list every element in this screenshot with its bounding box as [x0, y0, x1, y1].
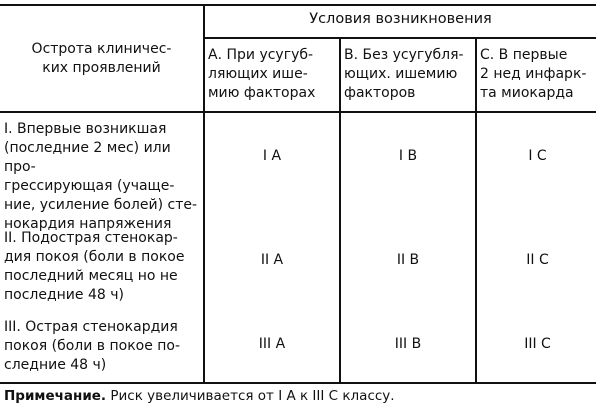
- class-cell-iia: II A: [260, 252, 284, 268]
- column-header-line: факторов: [344, 85, 416, 101]
- column-header-line: С. В первые: [480, 47, 568, 63]
- column-header-line: В. Без усугубля-: [344, 47, 464, 63]
- class-cell-iiia: III A: [258, 336, 286, 352]
- column-header-line: та миокарда: [480, 85, 574, 101]
- column-divider-3: [475, 37, 477, 384]
- group-header: Условия возникновения: [309, 11, 492, 27]
- note-text: Риск увеличивается от I A к III C классу.: [106, 388, 395, 404]
- row-label-line: следние 48 ч): [4, 357, 107, 373]
- row-label-line: III. Острая стенокардия: [4, 319, 178, 335]
- row-label-iii: [4, 318, 200, 375]
- row-label-line: (последние 2 мес) или про-: [4, 140, 171, 175]
- column-header-a: [208, 46, 336, 103]
- table-bottom-border: [0, 382, 596, 384]
- row-label-line: последний месяц но не: [4, 268, 178, 284]
- class-cell-ia: I A: [262, 148, 282, 164]
- row-label-line: покоя (боли в покое по-: [4, 338, 181, 354]
- group-header-divider: [204, 37, 596, 39]
- row-label-line: дия покоя (боли в покое: [4, 249, 185, 265]
- column-divider-2: [339, 37, 341, 384]
- class-cell-iic: II C: [526, 252, 549, 268]
- row-header-line: Острота клиничес-: [31, 41, 172, 57]
- class-cell-iiic: III C: [524, 336, 551, 352]
- row-label-line: II. Подострая стенокар-: [4, 230, 178, 246]
- column-divider-1: [203, 4, 205, 384]
- header-bottom-border: [0, 111, 596, 113]
- class-cell-iib: II B: [396, 252, 420, 268]
- column-header-line: 2 нед инфарк-: [480, 66, 587, 82]
- row-label-line: последние 48 ч): [4, 287, 124, 303]
- class-cell-iiib: III B: [394, 336, 422, 352]
- table-note: [4, 388, 395, 404]
- row-label-ii: [4, 229, 200, 305]
- row-label-line: I. Впервые возникшая: [4, 121, 167, 137]
- note-label: Примечание.: [4, 388, 107, 404]
- column-header-c: [480, 46, 598, 103]
- class-cell-ib: I B: [398, 148, 418, 164]
- row-header-title: [0, 40, 203, 78]
- row-header-line: ких проявлений: [42, 60, 161, 76]
- column-header-b: [344, 46, 474, 103]
- column-header-line: ющих. ишемию: [344, 66, 458, 82]
- table-top-border: [0, 4, 596, 6]
- class-cell-ic: I C: [528, 148, 547, 164]
- row-label-i: [4, 120, 200, 234]
- row-label-line: ние, усиление болей) сте-: [4, 197, 198, 213]
- column-header-line: А. При усугуб-: [208, 47, 314, 63]
- column-header-line: ляющих ише-: [208, 66, 308, 82]
- column-header-line: мию факторах: [208, 85, 316, 101]
- row-label-line: грессирующая (учаще-: [4, 178, 175, 194]
- row-label-line: нокардия напряжения: [4, 216, 172, 232]
